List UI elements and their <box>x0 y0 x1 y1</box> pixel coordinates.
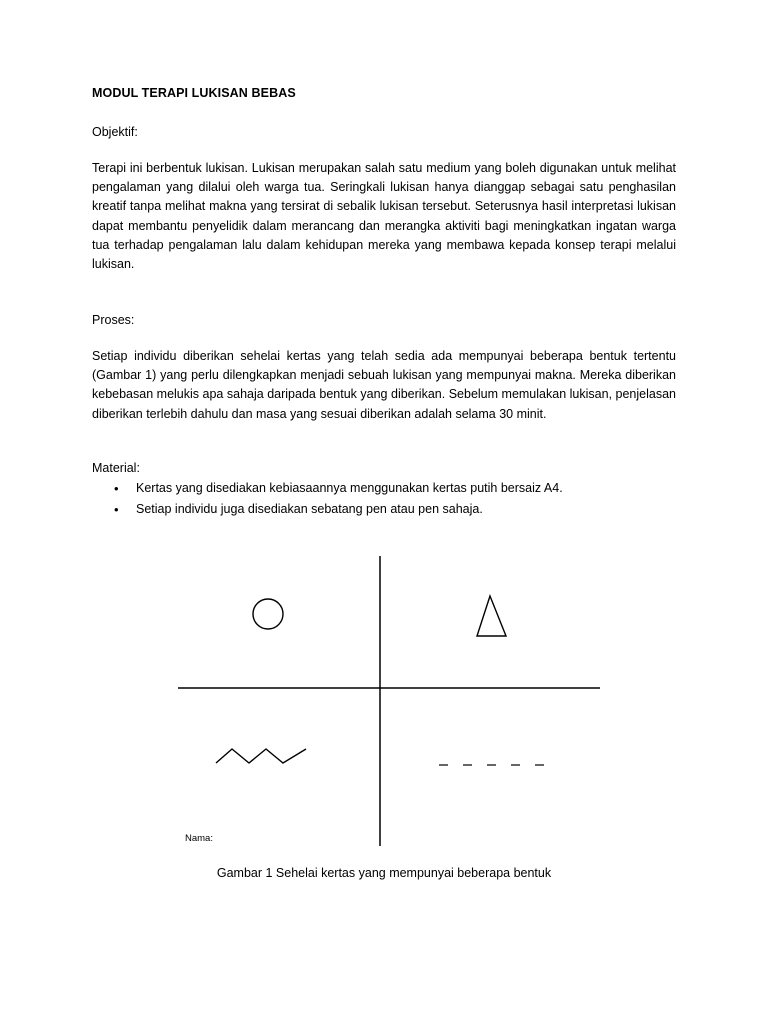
circle-shape <box>253 599 283 629</box>
material-item: • Setiap individu juga disediakan sebatang pen atau pen sahaja. <box>92 499 563 520</box>
name-label: Nama: <box>185 833 213 844</box>
triangle-shape <box>477 596 506 636</box>
document-title: MODUL TERAPI LUKISAN BEBAS <box>92 86 296 100</box>
material-heading: Material: <box>92 461 140 475</box>
objective-heading: Objektif: <box>92 125 138 139</box>
process-paragraph: Setiap individu diberikan sehelai kertas yang telah sedia ada mempunyai beberapa bentuk tertentu (Gambar 1) yang perlu dilengkapkan menjadi sebuah lukisan yang mempunyai makna. Mereka diberikan kebebasan melukis apa sahaja daripada bentuk yang diberikan. Sebelum memulakan lukisan, penjelasan diberikan terlebih dahulu dan masa yang sesuai diberikan adalah selama 30 minit. <box>92 349 676 421</box>
material-item: • Kertas yang disediakan kebiasaannya menggunakan kertas putih bersaiz A4. <box>92 478 563 499</box>
objective-paragraph: Terapi ini berbentuk lukisan. Lukisan merupakan salah satu medium yang boleh digunakan untuk melihat pengalaman yang dilalui oleh warga tua. Seringkali lukisan hanya dianggap sebagai satu penghasilan kreatif tanpa melihat makna yang tersirat di sebalik lukisan tersebut. Seterusnya hasil interpretasi lukisan dapat membantu penyelidik dalam merancang dan merangka aktiviti bagi meningkatkan ingatan warga tua terhadap pengalaman lalu dalam kehidupan mereka yang membawa kepada konsep terapi melalui lukisan. <box>92 161 676 272</box>
process-heading: Proses: <box>92 313 135 327</box>
zigzag-shape <box>216 749 306 763</box>
figure-caption: Gambar 1 Sehelai kertas yang mempunyai beberapa bentuk <box>216 866 552 880</box>
